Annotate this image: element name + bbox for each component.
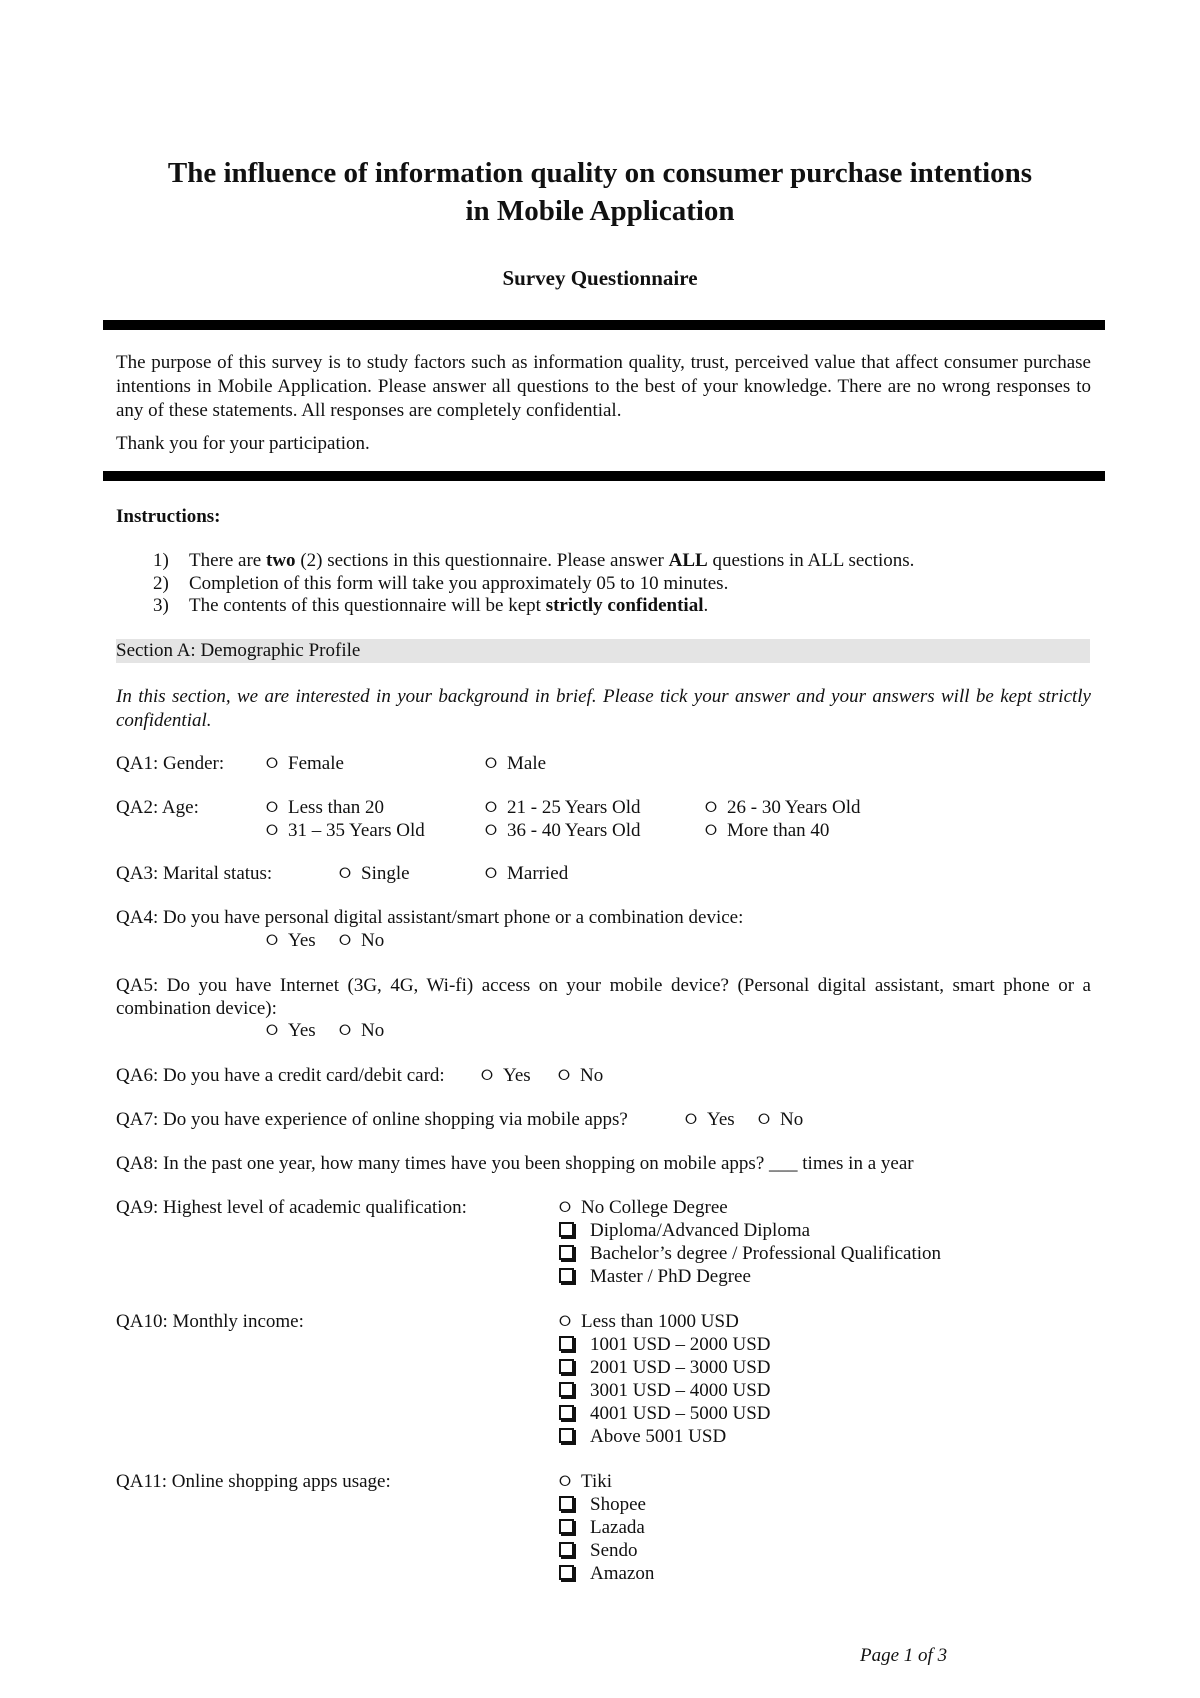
checkbox-icon[interactable] <box>559 1542 574 1557</box>
qa7-option-no[interactable]: ⭘ No <box>758 1109 804 1130</box>
qa9-option[interactable]: ⭘ No College Degree <box>559 1197 728 1218</box>
instruction-text: The contents of this questionnaire will be kept strictly confidential. <box>189 595 709 616</box>
instruction-num: 1) <box>153 550 169 571</box>
qa10-option[interactable]: 2001 USD – 3000 USD <box>559 1356 771 1379</box>
page-number: Page 1 of 3 <box>860 1645 948 1666</box>
qa11-option[interactable]: Sendo <box>559 1539 638 1562</box>
checkbox-icon[interactable] <box>559 1428 574 1443</box>
instruction-num: 2) <box>153 573 169 594</box>
qa10-option[interactable]: 1001 USD – 2000 USD <box>559 1333 771 1356</box>
checkbox-icon[interactable] <box>559 1405 574 1420</box>
qa5-option-no[interactable]: ⭘ No <box>339 1020 385 1041</box>
radio-icon[interactable]: ⭘ <box>266 800 279 816</box>
radio-icon[interactable]: ⭘ <box>685 1112 698 1128</box>
checkbox-icon[interactable] <box>559 1382 574 1397</box>
checkbox-icon[interactable] <box>559 1245 574 1260</box>
qa1-option-female[interactable]: ⭘ Female <box>266 753 344 774</box>
radio-icon[interactable]: ⭘ <box>705 823 718 839</box>
bottom-rule <box>103 471 1105 481</box>
radio-icon[interactable]: ⭘ <box>266 756 279 772</box>
checkbox-icon[interactable] <box>559 1359 574 1374</box>
qa7-option-yes[interactable]: ⭘ Yes <box>685 1109 735 1130</box>
instructions-heading: Instructions: <box>116 506 221 527</box>
radio-icon[interactable]: ⭘ <box>558 1068 571 1084</box>
qa11-label: QA11: Online shopping apps usage: <box>116 1471 391 1492</box>
radio-icon[interactable]: ⭘ <box>266 1023 279 1039</box>
radio-icon[interactable]: ⭘ <box>266 823 279 839</box>
qa6-label: QA6: Do you have a credit card/debit card: <box>116 1065 445 1086</box>
checkbox-icon[interactable] <box>559 1222 574 1237</box>
qa4-label: QA4: Do you have personal digital assistant/smart phone or a combination device: <box>116 907 744 928</box>
qa3-label: QA3: Marital status: <box>116 863 273 884</box>
qa7-label: QA7: Do you have experience of online shopping via mobile apps? <box>116 1109 628 1130</box>
radio-icon[interactable]: ⭘ <box>339 933 352 949</box>
qa2-option[interactable]: ⭘ 21 - 25 Years Old <box>485 797 641 818</box>
qa2-label: QA2: Age: <box>116 797 199 818</box>
qa11-option[interactable]: ⭘ Tiki <box>559 1471 613 1492</box>
radio-icon[interactable]: ⭘ <box>485 756 498 772</box>
qa4-option-no[interactable]: ⭘ No <box>339 930 385 951</box>
qa5-option-yes[interactable]: ⭘ Yes <box>266 1020 316 1041</box>
qa10-option[interactable]: 4001 USD – 5000 USD <box>559 1402 771 1425</box>
section-a-intro: In this section, we are interested in your background in brief. Please tick your answer and your answers will be kept strictly confidential. <box>116 686 1091 731</box>
instruction-text: Completion of this form will take you approximately 05 to 10 minutes. <box>189 573 729 594</box>
radio-icon[interactable]: ⭘ <box>758 1112 771 1128</box>
radio-icon[interactable]: ⭘ <box>266 933 279 949</box>
qa4-option-yes[interactable]: ⭘ Yes <box>266 930 316 951</box>
qa9-option[interactable]: Bachelor’s degree / Professional Qualification <box>559 1242 941 1265</box>
qa5-label-cont: combination device): <box>116 998 277 1019</box>
qa1-option-male[interactable]: ⭘ Male <box>485 753 547 774</box>
qa3-option-single[interactable]: ⭘ Single <box>339 863 410 884</box>
qa2-option[interactable]: ⭘ Less than 20 <box>266 797 385 818</box>
qa11-option[interactable]: Amazon <box>559 1562 654 1585</box>
checkbox-icon[interactable] <box>559 1519 574 1534</box>
qa8-label: QA8: In the past one year, how many times have you been shopping on mobile apps? ___ times in a year <box>116 1153 914 1174</box>
radio-icon[interactable]: ⭘ <box>485 800 498 816</box>
section-a-heading: Section A: Demographic Profile <box>116 639 1090 663</box>
radio-icon[interactable]: ⭘ <box>485 866 498 882</box>
instruction-num: 3) <box>153 595 169 616</box>
instruction-text: There are two (2) sections in this questionnaire. Please answer ALL questions in ALL sections. <box>189 550 915 571</box>
document-title-line1: The influence of information quality on consumer purchase intentions <box>167 157 1033 189</box>
document-subtitle: Survey Questionnaire <box>502 266 698 290</box>
qa5-label: QA5: Do you have Internet (3G, 4G, Wi-fi) access on your mobile device? (Personal digital assistant, smart phone or a <box>116 975 1091 996</box>
radio-icon[interactable]: ⭘ <box>339 866 352 882</box>
radio-icon[interactable]: ⭘ <box>559 1314 572 1330</box>
qa9-option[interactable]: Diploma/Advanced Diploma <box>559 1219 810 1242</box>
document-title-line2: in Mobile Application <box>465 195 735 227</box>
checkbox-icon[interactable] <box>559 1336 574 1351</box>
thanks-text: Thank you for your participation. <box>116 433 370 454</box>
checkbox-icon[interactable] <box>559 1496 574 1511</box>
checkbox-icon[interactable] <box>559 1565 574 1580</box>
radio-icon[interactable]: ⭘ <box>705 800 718 816</box>
instruction-item-2 <box>153 572 729 595</box>
qa3-option-married[interactable]: ⭘ Married <box>485 863 569 884</box>
qa2-option[interactable]: ⭘ 26 - 30 Years Old <box>705 797 861 818</box>
qa10-option[interactable]: Above 5001 USD <box>559 1425 726 1448</box>
radio-icon[interactable]: ⭘ <box>559 1200 572 1216</box>
qa9-option[interactable]: Master / PhD Degree <box>559 1265 751 1288</box>
qa10-option[interactable]: 3001 USD – 4000 USD <box>559 1379 771 1402</box>
qa10-option[interactable]: ⭘ Less than 1000 USD <box>559 1311 739 1332</box>
qa11-option[interactable]: Shopee <box>559 1493 646 1516</box>
qa6-option-no[interactable]: ⭘ No <box>558 1065 604 1086</box>
qa11-option[interactable]: Lazada <box>559 1516 645 1539</box>
radio-icon[interactable]: ⭘ <box>339 1023 352 1039</box>
qa2-option[interactable]: ⭘ More than 40 <box>705 820 830 841</box>
radio-icon[interactable]: ⭘ <box>481 1068 494 1084</box>
qa1-label: QA1: Gender: <box>116 753 225 774</box>
top-rule <box>103 320 1105 330</box>
qa9-label: QA9: Highest level of academic qualification: <box>116 1197 467 1218</box>
purpose-paragraph: The purpose of this survey is to study factors such as information quality, trust, perceived value that affect consumer purchase intentions in Mobile Application. Please answer all questions to the best of your knowledge. There are no wrong responses to any of these statements. All responses are completely confidential. <box>116 352 1091 421</box>
qa2-option[interactable]: ⭘ 31 – 35 Years Old <box>266 820 425 841</box>
instruction-item-1 <box>153 549 915 572</box>
radio-icon[interactable]: ⭘ <box>485 823 498 839</box>
instruction-item-3 <box>153 594 709 617</box>
qa6-option-yes[interactable]: ⭘ Yes <box>481 1065 531 1086</box>
radio-icon[interactable]: ⭘ <box>559 1474 572 1490</box>
checkbox-icon[interactable] <box>559 1268 574 1283</box>
qa10-label: QA10: Monthly income: <box>116 1311 304 1332</box>
qa2-option[interactable]: ⭘ 36 - 40 Years Old <box>485 820 641 841</box>
